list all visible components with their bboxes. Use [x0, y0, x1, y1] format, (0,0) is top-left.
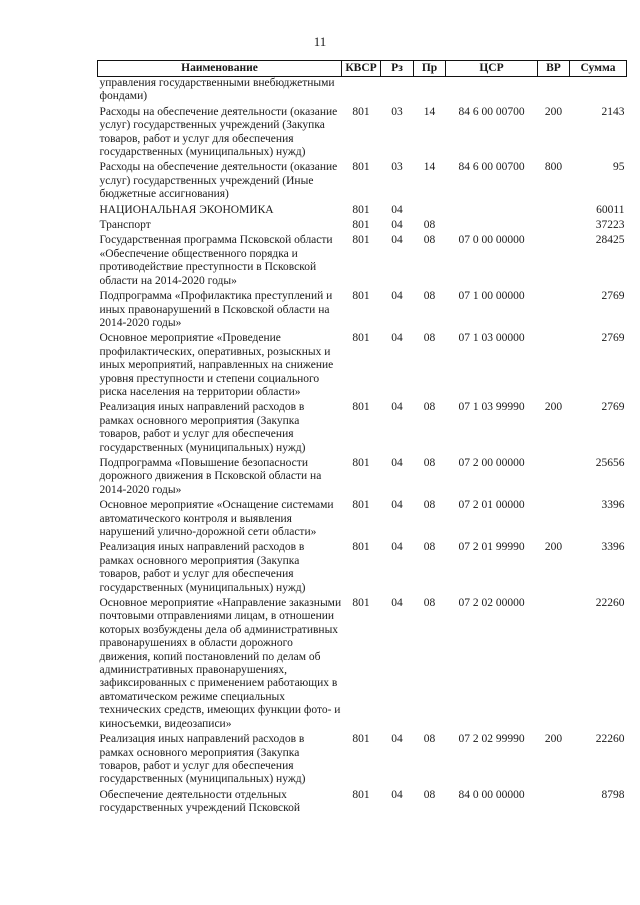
table-header-row [98, 61, 627, 77]
cell-vr: 200 [544, 105, 563, 118]
cell-name: Основное мероприятие «Проведение профилактических, оперативных, розыскных и иных мероприятий, направленных на снижение уровня преступности и степени социального риска населения на территории области» [99, 332, 334, 398]
cell-csr: 07 0 00 00000 [458, 234, 525, 247]
cell-sum: 3396 [601, 499, 625, 512]
cell-rz: 04 [391, 234, 403, 247]
cell-sum: 2769 [601, 401, 625, 414]
cell-rz: 04 [391, 219, 403, 232]
table-row [98, 106, 627, 162]
header-rz: Рз [381, 61, 414, 77]
cell-name: Расходы на обеспечение деятельности (оказание услуг) государственных учреждений (Закупка товаров, работ и услуг для обеспечения государственных (муниципальных) нужд) [99, 105, 338, 159]
cell-rz: 04 [391, 499, 403, 512]
cell-name: управления государственными внебюджетными фондами) [99, 77, 335, 103]
cell-sum: 37223 [595, 219, 625, 232]
cell-vr [538, 77, 570, 106]
cell-sum: 28425 [595, 234, 625, 247]
table-body [98, 77, 627, 818]
cell-pr: 08 [423, 290, 436, 303]
cell-name: Основное мероприятие «Направление заказными почтовыми отправлениями лицам, в отношении которых возбуждены дела об административных правонарушениях в области дорожного движения, копий постановлений по делам об административных правонарушениях, зафиксированных с применением работающих в автоматическом режиме специальных технических средств, имеющих функции фото- и киносъемки, видеозаписи» [99, 597, 342, 730]
cell-sum: 22260 [595, 597, 625, 610]
cell-name: Реализация иных направлений расходов в рамках основного мероприятия (Закупка товаров, работ и услуг для обеспечения государственных (муниципальных) нужд) [99, 541, 306, 594]
cell-kvsr: 801 [352, 105, 370, 118]
cell-pr: 08 [423, 788, 436, 801]
cell-name: Реализация иных направлений расходов в рамках основного мероприятия (Закупка товаров, работ и услуг для обеспечения государственных (муниципальных) нужд) [99, 733, 306, 786]
table-row [98, 499, 627, 541]
page-number: 11 [313, 34, 327, 49]
table-row [98, 204, 627, 219]
cell-pr [414, 204, 446, 219]
cell-sum: 95 [613, 161, 625, 174]
header-name: Наименование [98, 61, 342, 77]
header-vr: ВР [538, 61, 570, 77]
cell-sum [570, 77, 627, 106]
cell-csr: 84 6 00 00700 [458, 161, 525, 174]
cell-rz: 04 [391, 401, 403, 414]
cell-vr [538, 457, 570, 499]
cell-sum: 60011 [596, 203, 625, 216]
cell-pr: 14 [423, 161, 436, 174]
table-row [98, 219, 627, 234]
cell-csr: 07 1 03 00000 [458, 332, 525, 345]
cell-rz: 03 [391, 161, 403, 174]
cell-kvsr: 801 [352, 788, 370, 801]
cell-name: Основное мероприятие «Оснащение системами автоматического контроля и выявления нарушений улично-дорожной сети области» [99, 499, 334, 538]
cell-pr: 14 [423, 105, 436, 118]
cell-vr [538, 597, 570, 733]
cell-kvsr: 801 [352, 234, 370, 247]
cell-pr: 08 [423, 332, 436, 345]
cell-name: Подпрограмма «Повышение безопасности дорожного движения в Псковской области на 2014-2020 годы» [99, 456, 322, 496]
cell-csr: 84 0 00 00000 [458, 788, 525, 801]
cell-sum: 2769 [601, 332, 625, 345]
cell-vr: 200 [544, 541, 563, 554]
cell-sum: 3396 [601, 541, 625, 554]
cell-pr: 08 [423, 733, 436, 746]
cell-rz: 04 [391, 733, 403, 746]
cell-vr [538, 290, 570, 332]
cell-pr: 08 [423, 456, 436, 469]
cell-rz: 04 [391, 541, 403, 554]
table-row [98, 733, 627, 789]
header-pr: Пр [414, 61, 446, 77]
cell-name: Транспорт [99, 219, 151, 232]
cell-csr: 07 2 02 00000 [458, 597, 525, 610]
cell-name: НАЦИОНАЛЬНАЯ ЭКОНОМИКА [99, 203, 274, 216]
cell-kvsr: 801 [352, 203, 370, 216]
table-row [98, 161, 627, 203]
cell-kvsr: 801 [352, 332, 370, 345]
cell-pr: 08 [423, 597, 436, 610]
cell-vr: 200 [544, 401, 563, 414]
cell-csr: 07 1 03 99990 [458, 401, 525, 414]
table-row [98, 541, 627, 597]
table-row [98, 234, 627, 290]
cell-vr [538, 234, 570, 290]
cell-vr [538, 499, 570, 541]
cell-csr: 07 2 01 99990 [458, 541, 525, 554]
cell-pr: 08 [423, 219, 436, 232]
cell-kvsr: 801 [352, 401, 370, 414]
cell-kvsr: 801 [352, 290, 370, 303]
cell-csr: 84 6 00 00700 [458, 105, 525, 118]
cell-vr [538, 219, 570, 234]
cell-rz: 04 [391, 203, 403, 216]
cell-kvsr: 801 [352, 219, 370, 232]
header-csr: ЦСР [446, 61, 538, 77]
table-row [98, 457, 627, 499]
cell-name: Реализация иных направлений расходов в рамках основного мероприятия (Закупка товаров, работ и услуг для обеспечения государственных (муниципальных) нужд) [99, 401, 306, 454]
table-row [98, 332, 627, 401]
table-row [98, 401, 627, 457]
cell-vr [538, 332, 570, 401]
cell-kvsr: 801 [352, 456, 370, 469]
cell-kvsr: 801 [352, 597, 370, 610]
cell-rz: 03 [391, 105, 403, 118]
cell-pr: 08 [423, 499, 436, 512]
cell-sum: 2769 [601, 290, 625, 303]
cell-sum: 22260 [595, 733, 625, 746]
cell-kvsr: 801 [352, 161, 370, 174]
cell-csr [446, 204, 538, 219]
table-row [98, 789, 627, 818]
cell-vr [538, 789, 570, 818]
table-row [98, 290, 627, 332]
cell-pr: 08 [423, 541, 436, 554]
cell-rz: 04 [391, 456, 403, 469]
cell-csr: 07 2 01 00000 [458, 499, 525, 512]
cell-pr: 08 [423, 234, 436, 247]
cell-csr [446, 219, 538, 234]
table-row [98, 77, 627, 106]
cell-kvsr: 801 [352, 733, 370, 746]
cell-rz: 04 [391, 788, 403, 801]
cell-rz: 04 [391, 597, 403, 610]
cell-rz: 04 [391, 290, 403, 303]
cell-csr: 07 2 00 00000 [458, 456, 525, 469]
cell-rz [381, 77, 414, 106]
cell-csr: 07 2 02 99990 [458, 733, 525, 746]
cell-kvsr: 801 [352, 499, 370, 512]
cell-name: Обеспечение деятельности отдельных государственных учреждений Псковской [99, 788, 301, 815]
cell-name: Расходы на обеспечение деятельности (оказание услуг) государственных учреждений (Иные бюджетные ассигнования) [99, 161, 338, 201]
cell-rz: 04 [391, 332, 403, 345]
cell-csr [446, 77, 538, 106]
cell-csr: 07 1 00 00000 [458, 290, 525, 303]
cell-sum: 2143 [601, 105, 625, 118]
cell-vr: 800 [544, 161, 563, 174]
cell-vr [538, 204, 570, 219]
header-sum: Сумма [570, 61, 627, 77]
header-kvsr: КВСР [342, 61, 381, 77]
cell-name: Подпрограмма «Профилактика преступлений и иных правонарушений в Псковской области на 2014-2020 годы» [99, 290, 333, 329]
cell-vr: 200 [544, 733, 563, 746]
cell-name: Государственная программа Псковской области «Обеспечение общественного порядка и противодействие преступности в Псковской области на 2014-2020 годы» [99, 234, 333, 287]
cell-pr: 08 [423, 401, 436, 414]
cell-sum: 8798 [601, 788, 625, 801]
cell-pr [414, 77, 446, 106]
budget-table [97, 60, 627, 818]
cell-kvsr [342, 77, 381, 106]
cell-sum: 25656 [595, 456, 625, 469]
table-row [98, 597, 627, 733]
cell-kvsr: 801 [352, 541, 370, 554]
